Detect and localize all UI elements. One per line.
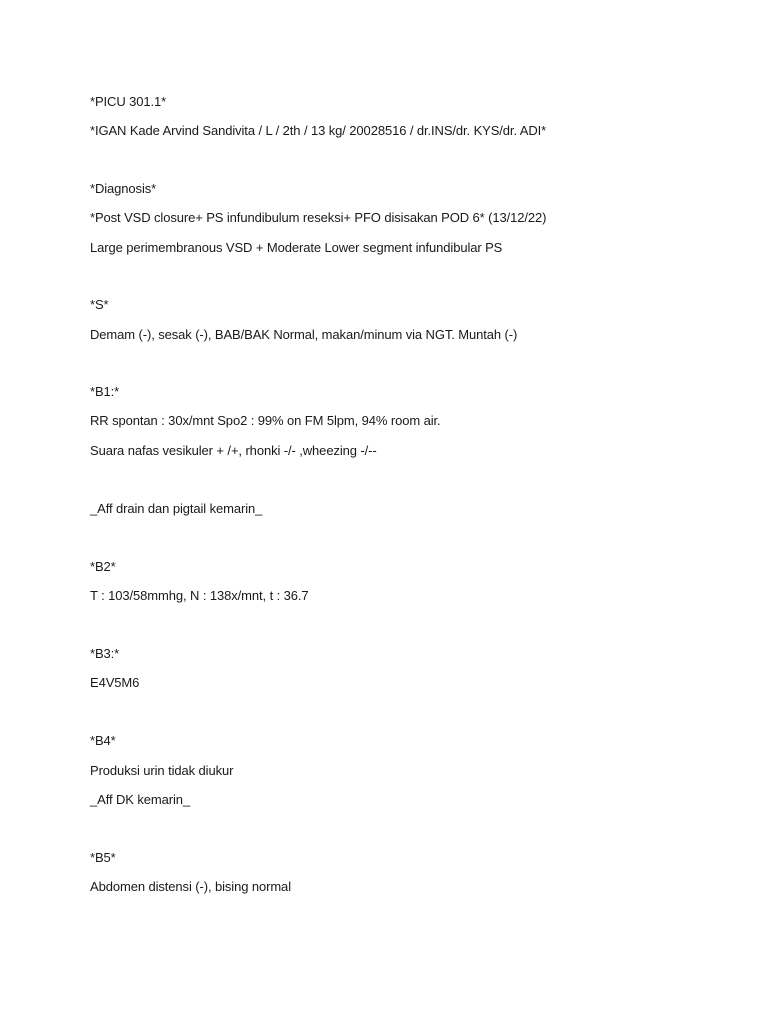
- b1-text: Suara nafas vesikuler + /+, rhonki -/- ,wheezing -/--: [90, 443, 377, 458]
- diagnosis-heading: *Diagnosis*: [90, 181, 157, 196]
- b5-heading: *B5*: [90, 850, 116, 865]
- diagnosis-line: Large perimembranous VSD + Moderate Lower segment infundibular PS: [90, 240, 503, 255]
- b4-note: _Aff DK kemarin_: [90, 792, 191, 807]
- diagnosis-line: *Post VSD closure+ PS infundibulum reseksi+ PFO disisakan POD 6* (13/12/22): [90, 210, 547, 225]
- subjective-heading: *S*: [90, 297, 109, 312]
- patient-identity-line: *IGAN Kade Arvind Sandivita / L / 2th / 13 kg/ 20028516 / dr.INS/dr. KYS/dr. ADI*: [90, 123, 547, 138]
- b1-heading: *B1:*: [90, 384, 120, 399]
- b4-heading: *B4*: [90, 733, 116, 748]
- b2-heading: *B2*: [90, 559, 116, 574]
- subjective-text: Demam (-), sesak (-), BAB/BAK Normal, makan/minum via NGT. Muntah (-): [90, 327, 518, 342]
- b3-text: E4V5M6: [90, 675, 140, 690]
- b1-text: RR spontan : 30x/mnt Spo2 : 99% on FM 5lpm, 94% room air.: [90, 413, 441, 428]
- b3-heading: *B3:*: [90, 646, 120, 661]
- ward-line: *PICU 301.1*: [90, 94, 167, 109]
- b4-text: Produksi urin tidak diukur: [90, 763, 234, 778]
- b5-text: Abdomen distensi (-), bising normal: [90, 879, 291, 894]
- b2-text: T : 103/58mmhg, N : 138x/mnt, t : 36.7: [90, 588, 309, 603]
- b1-note: _Aff drain dan pigtail kemarin_: [90, 501, 263, 516]
